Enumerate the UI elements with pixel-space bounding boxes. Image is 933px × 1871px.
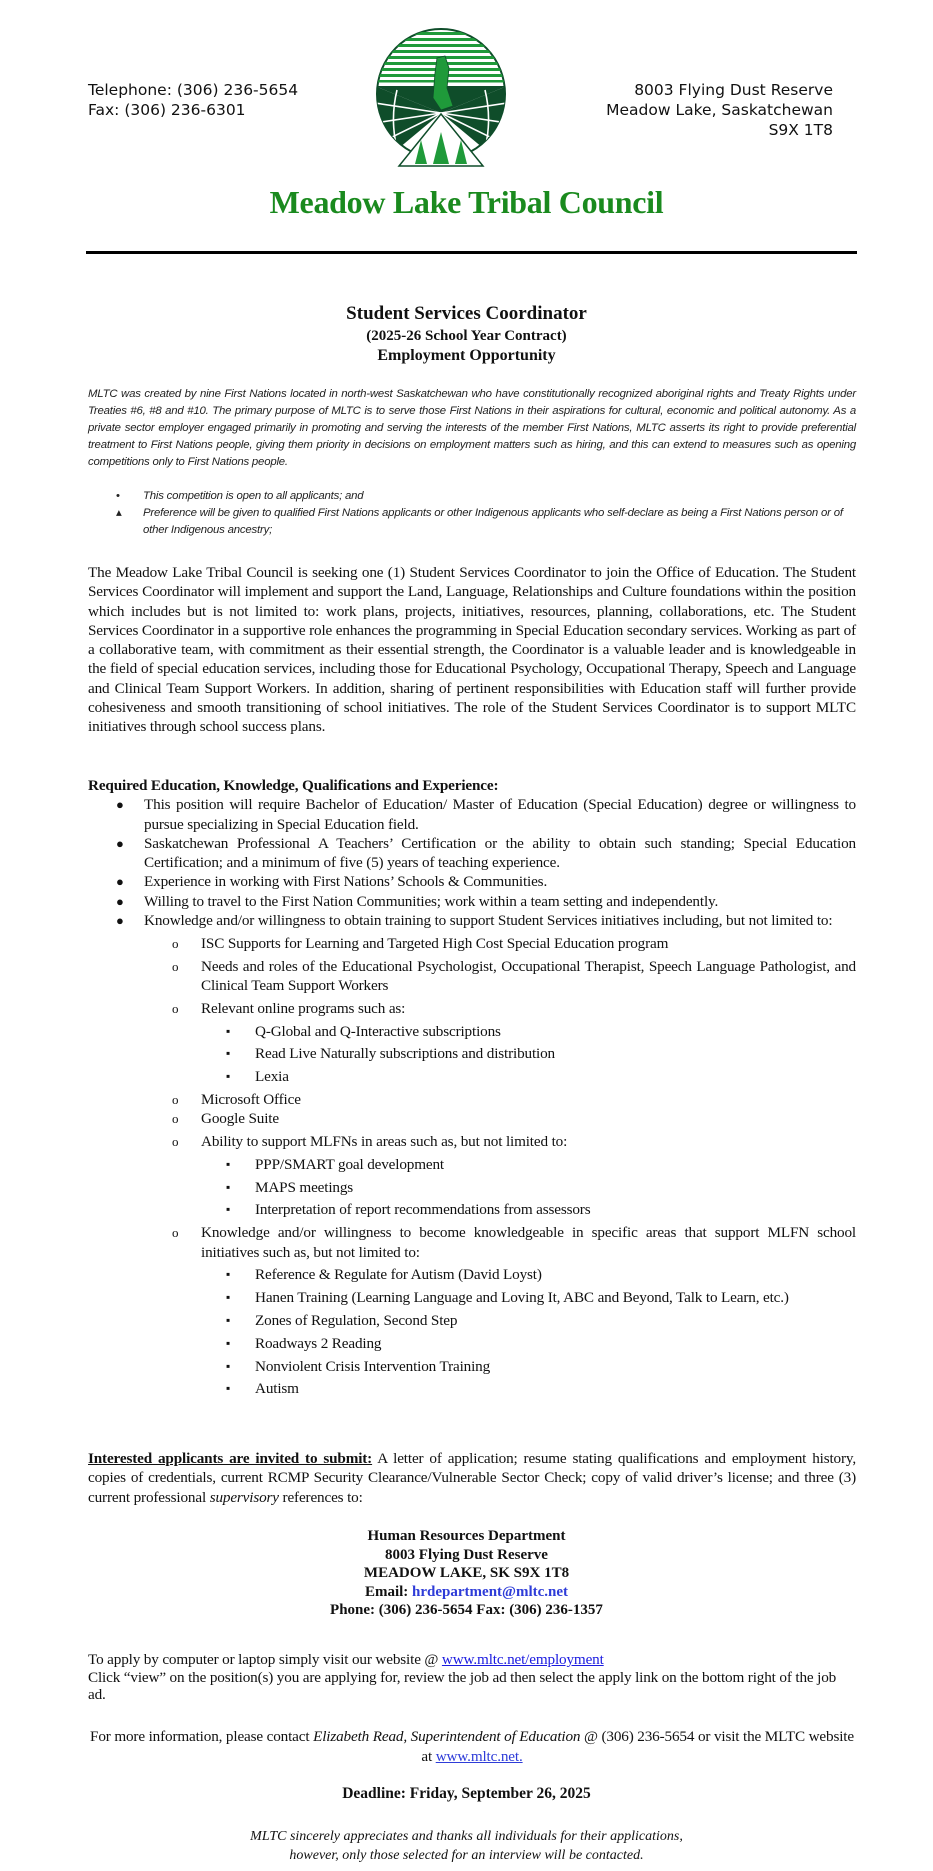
apply-line-2: Click “view” on the position(s) you are applying for, review the job ad then select the apply link on the bottom right of the job ad. <box>88 1668 837 1703</box>
telephone: Telephone: (306) 236-5654 <box>88 81 299 99</box>
sub-item: o Ability to support MLFNs in areas such as, but not limited to: <box>172 1133 568 1151</box>
bullet-icon: ▴ <box>116 507 122 519</box>
sub-sub-item: ▪ Interpretation of report recommendations from assessors <box>226 1201 591 1219</box>
apply-line-1: To apply by computer or laptop simply visit our website @ www.mltc.net/employment <box>88 1651 604 1668</box>
sub-item: o Knowledge and/or willingness to become knowledgeable in specific areas that support MLFN school initiatives such as, but not limited to: <box>172 1224 856 1261</box>
list-item: ▴ Preference will be given to qualified First Nations applicants or other Indigenous applicants who self-declare as being a First Nations person or of other Indigenous ancestry; <box>116 507 843 536</box>
sub-sub-item: ▪ Read Live Naturally subscriptions and distribution <box>226 1045 555 1063</box>
hr-dept: Human Resources Department <box>367 1528 566 1544</box>
bullet-icon: ● <box>116 797 124 813</box>
org-name: Meadow Lake Tribal Council <box>269 184 664 220</box>
thank-you-note: MLTC sincerely appreciates and thanks all individuals for their applications, however, only those selected for an interview will be contacted. <box>250 1829 683 1863</box>
requirement-item: ● Knowledge and/or willingness to obtain training to support Student Services initiatives including, but not limited to: <box>116 912 833 930</box>
circle-bullet-icon: o <box>172 958 179 974</box>
hr-email-line: Email: hrdepartment@mltc.net <box>364 1583 569 1600</box>
requirement-item: ● This position will require Bachelor of Education/ Master of Education (Special Education) degree or willingness to pursue specializing in Special Education field. <box>116 796 856 833</box>
website-link[interactable]: www.mltc.net. <box>435 1747 523 1765</box>
header-divider <box>86 251 857 254</box>
bullet-icon: ● <box>116 893 124 909</box>
sub-sub-item: ▪ Nonviolent Crisis Intervention Training <box>226 1357 491 1375</box>
address-line-2: Meadow Lake, Saskatchewan <box>606 101 833 119</box>
fax: Fax: (306) 236-6301 <box>88 101 246 119</box>
requirement-item: ● Saskatchewan Professional A Teachers’ Certification or the ability to obtain such standing; Special Education Certification; and a minimum of five (5) years of teaching experience. <box>116 834 856 872</box>
sub-item: o Relevant online programs such as: <box>172 999 406 1017</box>
emphasis: supervisory <box>209 1488 279 1506</box>
deadline: Deadline: Friday, September 26, 2025 <box>342 1785 591 1802</box>
contract-term: (2025-26 School Year Contract) <box>366 328 567 344</box>
square-bullet-icon: ▪ <box>226 1046 231 1061</box>
square-bullet-icon: ▪ <box>226 1179 231 1194</box>
bullet-icon: • <box>116 490 120 502</box>
circle-bullet-icon: o <box>172 935 179 951</box>
letterhead-address <box>606 80 833 140</box>
circle-bullet-icon: o <box>172 1111 179 1127</box>
requirements-section <box>88 776 856 1399</box>
sub-sub-item: ▪ Reference & Regulate for Autism (David Loyst) <box>226 1266 542 1284</box>
hr-phone-fax: Phone: (306) 236-5654 Fax: (306) 236-1357 <box>330 1602 603 1618</box>
sub-item: o Needs and roles of the Educational Psychologist, Occupational Therapist, Speech Language Pathologist, and Clinical Team Support Workers <box>172 957 856 994</box>
square-bullet-icon: ▪ <box>226 1156 231 1171</box>
mltc-logo-icon <box>375 28 507 168</box>
submit-heading: Interested applicants are invited to submit: <box>88 1450 373 1467</box>
postal-code: S9X 1T8 <box>768 121 833 139</box>
requirement-item: ● Willing to travel to the First Nation Communities; work within a team setting and independently. <box>116 892 719 910</box>
square-bullet-icon: ▪ <box>226 1267 231 1282</box>
circle-bullet-icon: o <box>172 1000 179 1016</box>
square-bullet-icon: ▪ <box>226 1358 231 1373</box>
sub-sub-item: ▪ MAPS meetings <box>226 1178 354 1196</box>
sub-item: o ISC Supports for Learning and Targeted High Cost Special Education program <box>172 934 669 952</box>
square-bullet-icon: ▪ <box>226 1381 231 1396</box>
square-bullet-icon: ▪ <box>226 1202 231 1217</box>
bullet-icon: ● <box>116 835 124 851</box>
letterhead <box>0 0 933 260</box>
job-title: Student Services Coordinator <box>346 303 587 324</box>
square-bullet-icon: ▪ <box>226 1023 231 1038</box>
more-info: For more information, please contact Elizabeth Read, Superintendent of Education @ (306) 236-5654 or visit the MLTC website at www.mltc.net. <box>90 1728 854 1765</box>
list-item: • This competition is open to all applicants; and <box>88 488 856 505</box>
bullet-icon: ● <box>116 874 124 890</box>
mltc-preamble: MLTC was created by nine First Nations located in north-west Saskatchewan who have constitutionally recognized aboriginal rights and Treaty Rights under Treaties #6, #8 and #10. The primary purpose of MLTC is to serve those First Nations in their aspirations for cultural, economic and political autonomy. As a private sector employer engaged primarily in promoting and serving the interests of the member First Nations, MLTC asserts its right to provide preferential treatment to First Nations people, giving them priority in decisions on employment matters such as hiring, and this can extend to measures such as opening competitions only to First Nations people. <box>88 388 856 468</box>
submission-instructions: Interested applicants are invited to submit: A letter of application; resume stating qualifications and employment history, copies of credentials, current RCMP Security Clearance/Vulnerable Sector Check; copy of valid driver’s license; and three (3) current professional supervisory references to: <box>88 1450 856 1506</box>
sub-sub-item: ▪ Zones of Regulation, Second Step <box>226 1311 458 1329</box>
sub-sub-item: ▪ Hanen Training (Learning Language and Loving It, ABC and Beyond, Talk to Learn, etc.) <box>226 1289 789 1307</box>
hr-email-link[interactable]: hrdepartment@mltc.net <box>412 1583 569 1600</box>
sub-sub-item: ▪ Q-Global and Q-Interactive subscriptions <box>226 1022 501 1040</box>
hr-address: 8003 Flying Dust Reserve <box>385 1546 548 1563</box>
circle-bullet-icon: o <box>172 1134 179 1150</box>
hr-city: MEADOW LAKE, SK S9X 1T8 <box>363 1565 570 1581</box>
sub-sub-item: ▪ Roadways 2 Reading <box>226 1334 382 1352</box>
sub-sub-item: ▪ Lexia <box>226 1068 289 1086</box>
requirement-item: ● Experience in working with First Nations’ Schools & Communities. <box>116 873 548 891</box>
apply-instructions <box>88 1651 856 1704</box>
sub-sub-item: ▪ PPP/SMART goal development <box>226 1155 444 1173</box>
bullet-icon: ● <box>116 913 124 929</box>
square-bullet-icon: ▪ <box>226 1069 231 1084</box>
sub-item: o Google Suite <box>172 1110 279 1128</box>
hr-contact-block <box>0 1527 933 1620</box>
employment-link[interactable]: www.mltc.net/employment <box>441 1651 604 1668</box>
contact-person: Elizabeth Read, Superintendent of Education <box>313 1728 581 1745</box>
job-description: The Meadow Lake Tribal Council is seeking one (1) Student Services Coordinator to join the Office of Education. The Student Services Coordinator will implement and support the Land, Language, Relationships and Culture foundations within the position which includes but is not limited to: work plans, projects, initiatives, resources, planning, collaborations, etc. The Student Services Coordinator in a supportive role enhances the programming in Special Education secondary services. Working as part of a collaborative team, with commitment as their essential strength, the Coordinator is a valuable leader and is knowledgeable in the field of special education services, including those for Educational Psychology, Occupational Therapy, Speech and Language and Clinical Team Support Workers. In addition, sharing of pertinent responsibilities with Education staff will further provide cohesiveness and smooth transitioning of school initiatives. The role of the Student Services Coordinator is to support MLTC initiatives through school success plans. <box>88 564 856 736</box>
circle-bullet-icon: o <box>172 1225 179 1241</box>
circle-bullet-icon: o <box>172 1091 179 1107</box>
square-bullet-icon: ▪ <box>226 1335 231 1350</box>
preference-list <box>88 488 856 539</box>
posting-title-block <box>0 302 933 366</box>
address-line-1: 8003 Flying Dust Reserve <box>634 81 833 99</box>
sub-item: o Microsoft Office <box>172 1090 301 1108</box>
sub-sub-item: ▪ Autism <box>226 1380 299 1398</box>
posting-type: Employment Opportunity <box>377 347 556 364</box>
square-bullet-icon: ▪ <box>226 1312 231 1327</box>
requirements-heading: Required Education, Knowledge, Qualifications and Experience: <box>88 777 499 794</box>
square-bullet-icon: ▪ <box>226 1290 231 1305</box>
contact-phone-fax <box>88 80 298 120</box>
